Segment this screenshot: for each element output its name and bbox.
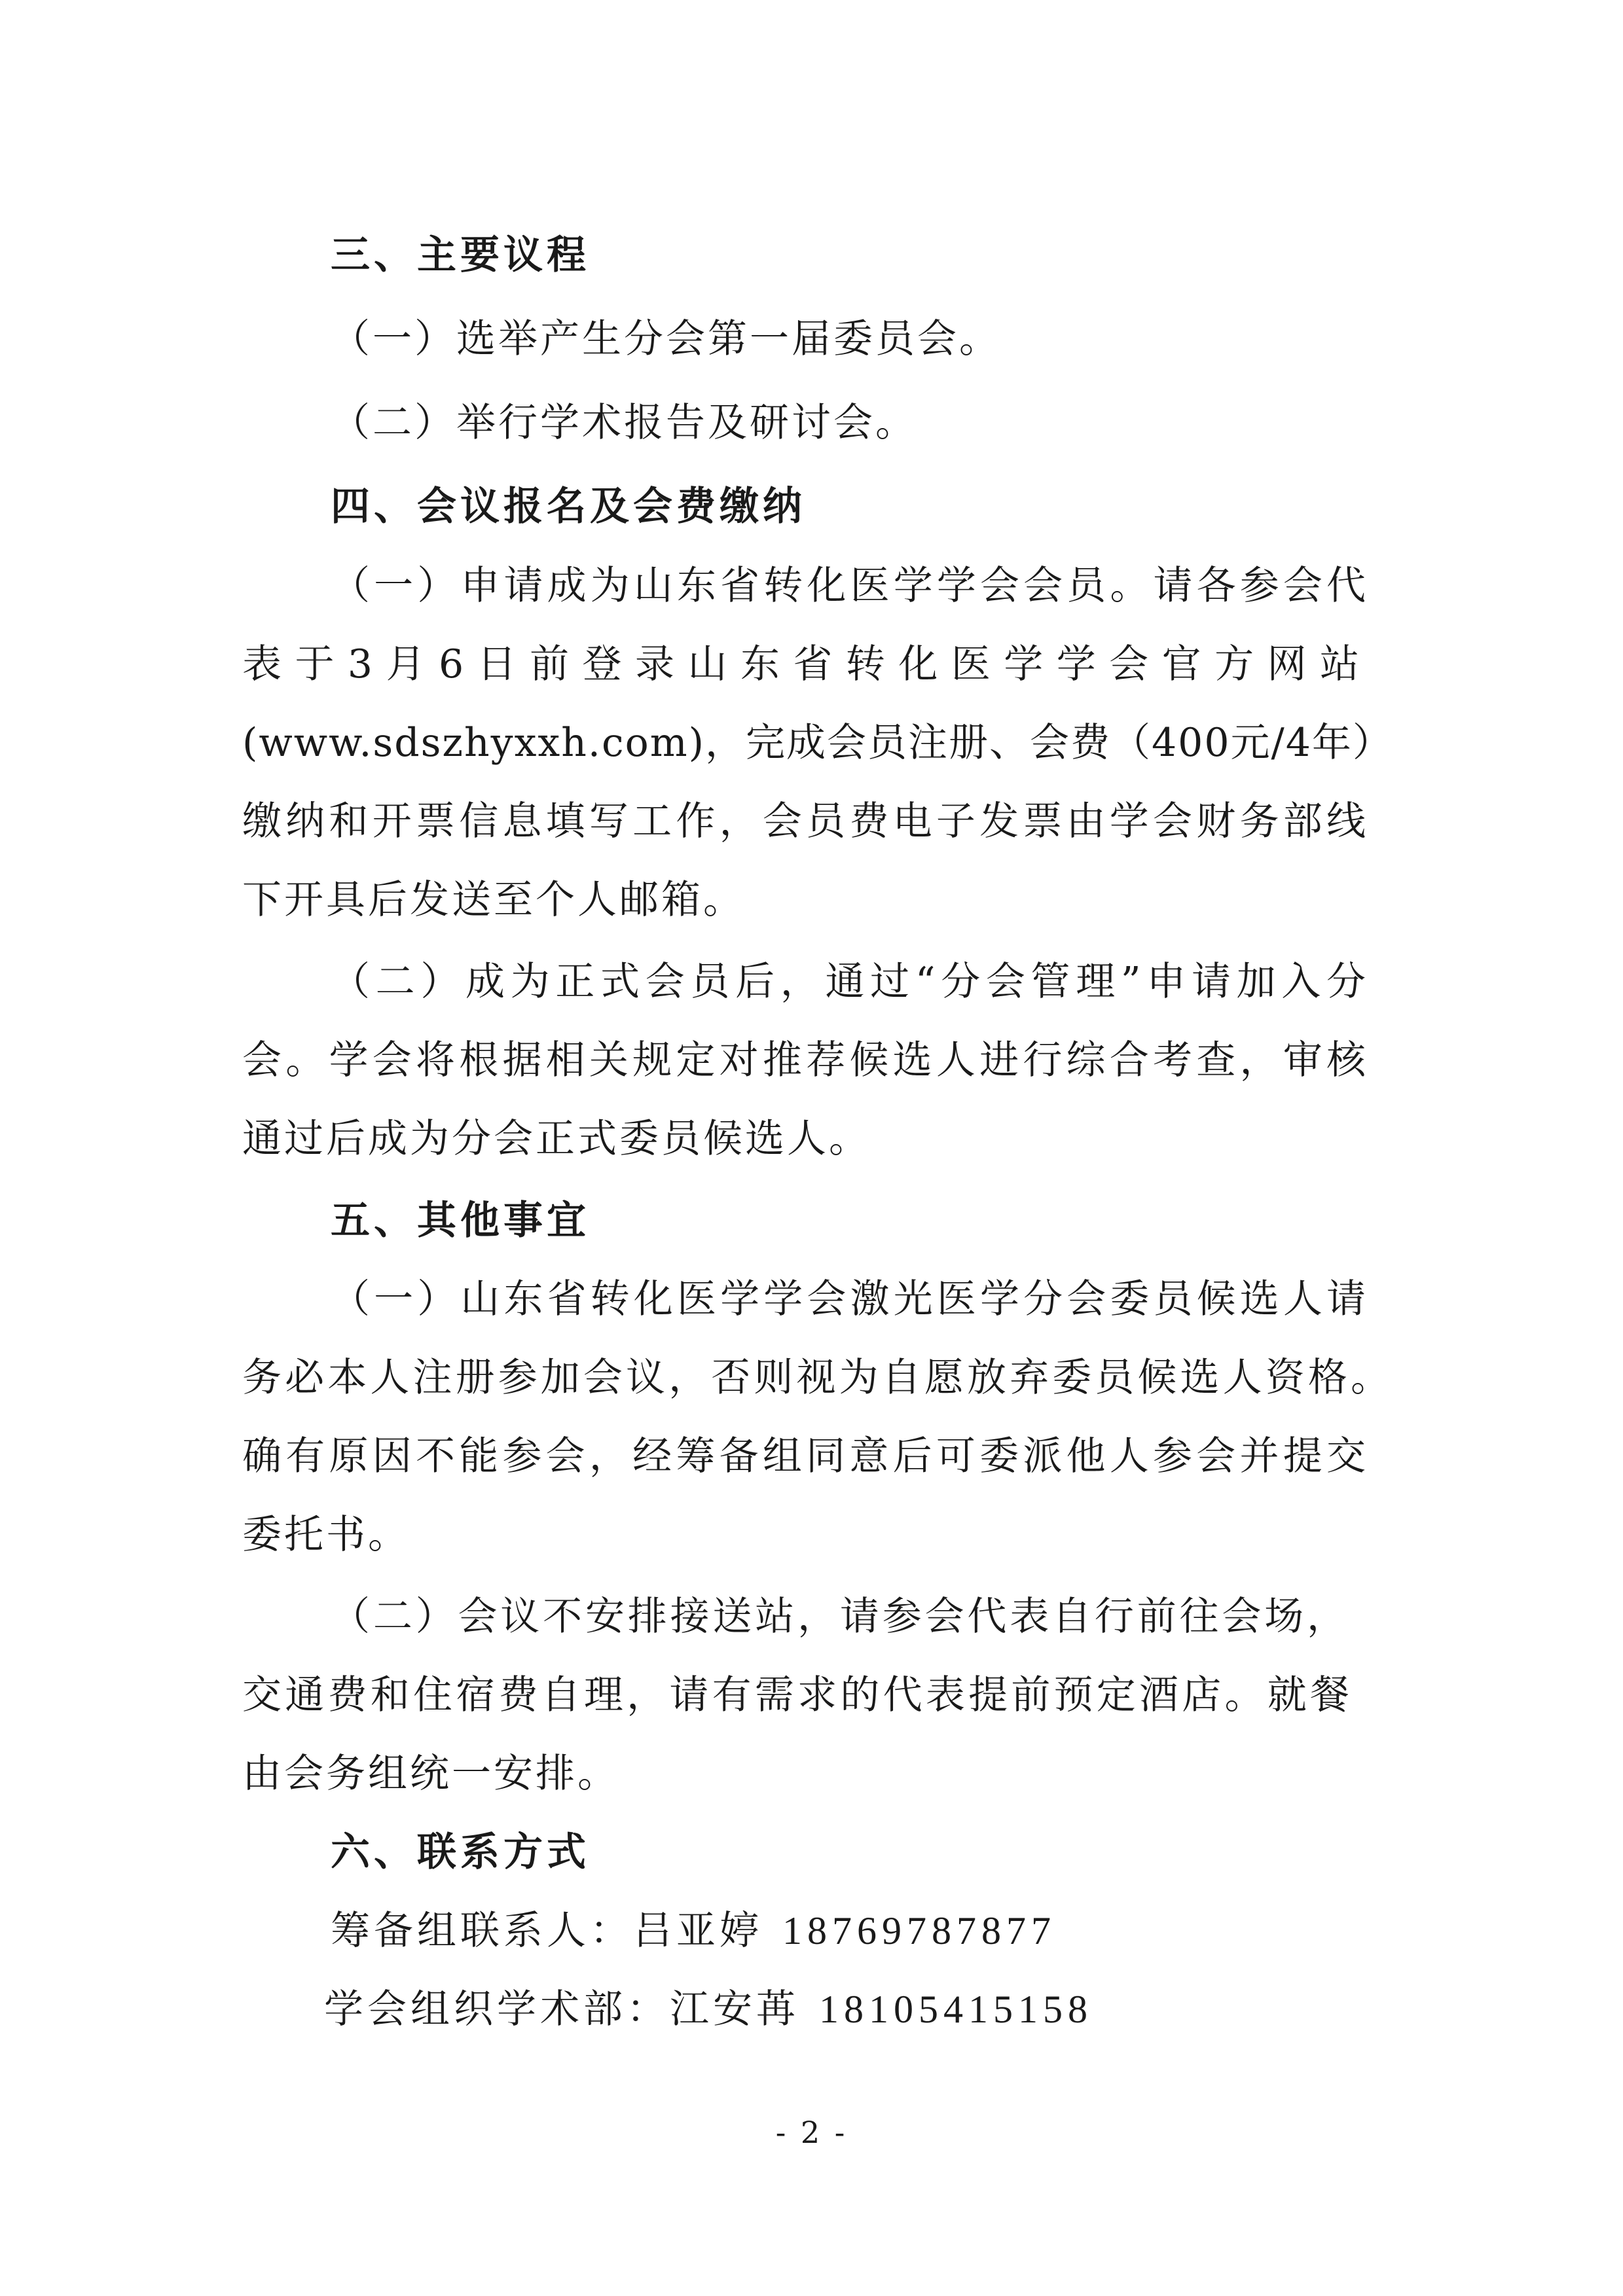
contact-name-academic: 江安苒	[670, 1986, 799, 2032]
other-p2-line-1: （二）会议不安排接送站，请参会代表自行前往会场，	[331, 1594, 1349, 1640]
other-p2-line-3: 由会务组统一安排。	[242, 1751, 619, 1797]
registration-p1-line-2: 表于3月6日前登录山东省转化医学学会官方网站	[242, 641, 1368, 687]
contact-row-organizer	[331, 1905, 1056, 1957]
agenda-item-2: （二）举行学术报告及研讨会。	[331, 400, 917, 446]
contact-phone-organizer: 18769787877	[782, 1909, 1056, 1952]
page-number: - 2 -	[775, 2115, 848, 2150]
other-p1-line-2: 务必本人注册参加会议，否则视为自愿放弃委员候选人资格。	[242, 1355, 1391, 1401]
section-heading-registration: 四、会议报名及会费缴纳	[331, 484, 806, 529]
registration-p1-line-3: (www.sdszhyxxh.com)，完成会员注册、会费（400元/4年）	[242, 720, 1393, 766]
contact-phone-academic: 18105415158	[819, 1988, 1093, 2031]
registration-p2-line-1: （二）成为正式会员后，通过“分会管理”申请加入分	[331, 959, 1368, 1005]
other-p1-line-4: 委托书。	[242, 1512, 410, 1558]
registration-p1-line-5: 下开具后发送至个人邮箱。	[242, 877, 745, 923]
agenda-item-1: （一）选举产生分会第一届委员会。	[331, 316, 1001, 362]
section-heading-contact: 六、联系方式	[331, 1829, 590, 1875]
other-p1-line-1: （一）山东省转化医学学会激光医学分会委员候选人请	[331, 1276, 1368, 1322]
section-heading-agenda: 三、主要议程	[331, 232, 590, 278]
registration-p1-line-4: 缴纳和开票信息填写工作，会员费电子发票由学会财务部线	[242, 798, 1368, 844]
contact-label-academic: 学会组织学术部：	[324, 1986, 670, 2032]
contact-name-organizer: 吕亚婷	[633, 1908, 763, 1954]
registration-p2-line-3: 通过后成为分会正式委员候选人。	[242, 1116, 871, 1162]
registration-p2-line-2: 会。学会将根据相关规定对推荐候选人进行综合考查，审核	[242, 1037, 1368, 1083]
registration-p1-line-1: （一）申请成为山东省转化医学学会会员。请各参会代	[331, 563, 1368, 609]
other-p1-line-3: 确有原因不能参会，经筹备组同意后可委派他人参会并提交	[242, 1433, 1368, 1479]
contact-row-academic	[324, 1983, 1093, 2036]
contact-label-organizer: 筹备组联系人：	[331, 1908, 633, 1954]
other-p2-line-2: 交通费和住宿费自理，请有需求的代表提前预定酒店。就餐	[242, 1672, 1352, 1718]
section-heading-other: 五、其他事宜	[331, 1198, 590, 1244]
